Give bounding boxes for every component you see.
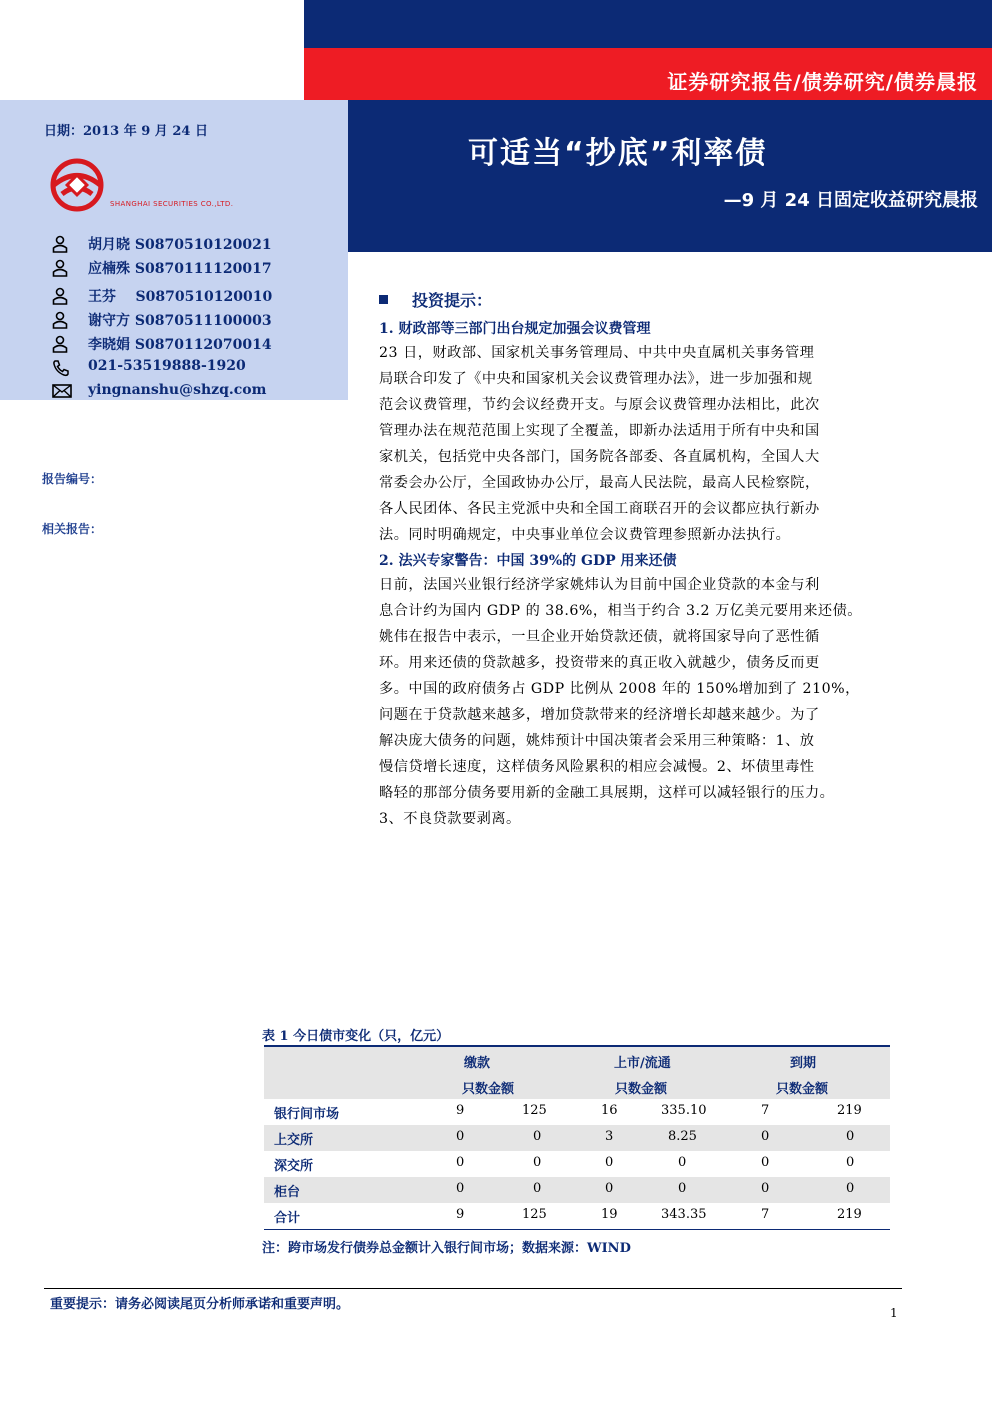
mail-icon	[52, 383, 72, 399]
column-group-payment: 缴款	[464, 1056, 491, 1071]
table-row-total: 合计 9 125 19 343.35 7 219	[274, 1207, 862, 1226]
logo-english-name: SHANGHAI SECURITIES CO.,LTD.	[110, 200, 234, 208]
table-caption: 表 1 今日债市变化（只，亿元）	[262, 1029, 450, 1044]
square-bullet-icon	[379, 295, 388, 304]
column-group-maturity: 到期	[790, 1056, 817, 1071]
analyst-email[interactable]: yingnanshu@shzq.com	[52, 382, 312, 402]
table-note: 注：跨市场发行债券总金额计入银行间市场；数据来源：WIND	[262, 1241, 631, 1256]
table-row: 柜台 0 0 0 0 0 0	[264, 1177, 890, 1203]
table-header	[264, 1047, 890, 1099]
column-subheader: 只数金额	[615, 1082, 668, 1097]
section-2-body: 日前，法国兴业银行经济学家姚炜认为目前中国企业贷款的本金与利 息合计约为国内 GDP 的 38.6%，相当于约合 3.2 万亿美元要用来还债。 姚伟在报告中表示，一旦企业开始贷款还债，就将国家导向了恶性循 环。用来还债的贷款越多，投资带来的真正收入就越少，债务反而更 多。中国的政府债务占 GDP 比例从 2008 年的 150%增加到了 210%， 问题在于贷款越来越多，增加贷款带来的经济增长却越来越少。为了 解决庞大债务的问题，姚炜预计中国决策者会采用三种策略：1、放 慢信贷增长速度，这样债务风险累积的相应会减慢。2、坏债里毒性 略轻的那部分债务要用新的金融工具展期，这样可以减轻银行的压力。 3、不良贷款要剥离。	[379, 577, 862, 827]
person-icon	[52, 235, 68, 253]
report-category: 证券研究报告/债券研究/债券晨报	[667, 70, 978, 94]
analyst-item: 李晓娟 S0870112070014	[52, 334, 312, 354]
person-icon	[52, 259, 68, 277]
report-number-label: 报告编号：	[42, 472, 103, 486]
analyst-item: 应楠殊 S0870111120017	[52, 258, 312, 278]
report-date: 日期：2013 年 9 月 24 日	[44, 124, 208, 139]
footer-divider	[44, 1288, 902, 1289]
section-2-title: 2. 法兴专家警告：中国 39%的 GDP 用来还债	[379, 553, 677, 569]
investment-tips-heading: 投资提示：	[379, 288, 492, 311]
title-block	[348, 100, 992, 252]
report-subtitle: —9 月 24 日固定收益研究晨报	[723, 190, 978, 211]
table-row: 上交所 0 0 3 8.25 0 0	[264, 1125, 890, 1151]
table-row: 银行间市场 9 125 16 335.10 7 219	[274, 1103, 862, 1122]
header-navy-bar	[304, 0, 992, 48]
header-category-band	[304, 48, 992, 100]
related-reports-label: 相关报告：	[42, 522, 103, 536]
table-top-rule	[264, 1045, 890, 1047]
page-number: 1	[890, 1306, 898, 1320]
person-icon	[52, 287, 68, 305]
logo-emblem-icon	[48, 156, 106, 214]
person-icon	[52, 335, 68, 353]
column-subheader: 只数金额	[776, 1082, 829, 1097]
table-row: 深交所 0 0 0 0 0 0	[274, 1155, 855, 1174]
section-1-body: 23 日，财政部、国家机关事务管理局、中共中央直属机关事务管理 局联合印发了《中央和国家机关会议费管理办法》，进一步加强和规 范会议费管理，节约会议经费开支。与原会议费管理办法相比，此次 管理办法在规范范围上实现了全覆盖，即新办法适用于所有中央和国 家机关，包括党中央各部门，国务院各部委、各直属机构，全国人大 常委会办公厅，全国政协办公厅，最高人民法院，最高人民检察院， 各人民团体、各民主党派中央和全国工商联召开的会议都应执行新办 法。同时明确规定，中央事业单位会议费管理参照新办法执行。	[379, 345, 820, 543]
report-title: 可适当“抄底”利率债	[468, 136, 768, 171]
analyst-item: 谢守方 S0870511100003	[52, 310, 312, 330]
company-logo	[48, 156, 278, 212]
table-bottom-rule	[264, 1229, 890, 1230]
analyst-phone: 021-53519888-1920	[52, 358, 312, 378]
footer-disclaimer: 重要提示：请务必阅读尾页分析师承诺和重要声明。	[50, 1297, 350, 1312]
section-1-title: 1. 财政部等三部门出台规定加强会议费管理	[379, 321, 651, 337]
column-group-listing: 上市/流通	[614, 1056, 671, 1071]
phone-icon	[52, 359, 70, 377]
person-icon	[52, 311, 68, 329]
analyst-item: 王芬 S0870510120010	[52, 286, 312, 306]
analyst-item: 胡月晓 S0870510120021	[52, 234, 312, 254]
column-subheader: 只数金额	[462, 1082, 515, 1097]
